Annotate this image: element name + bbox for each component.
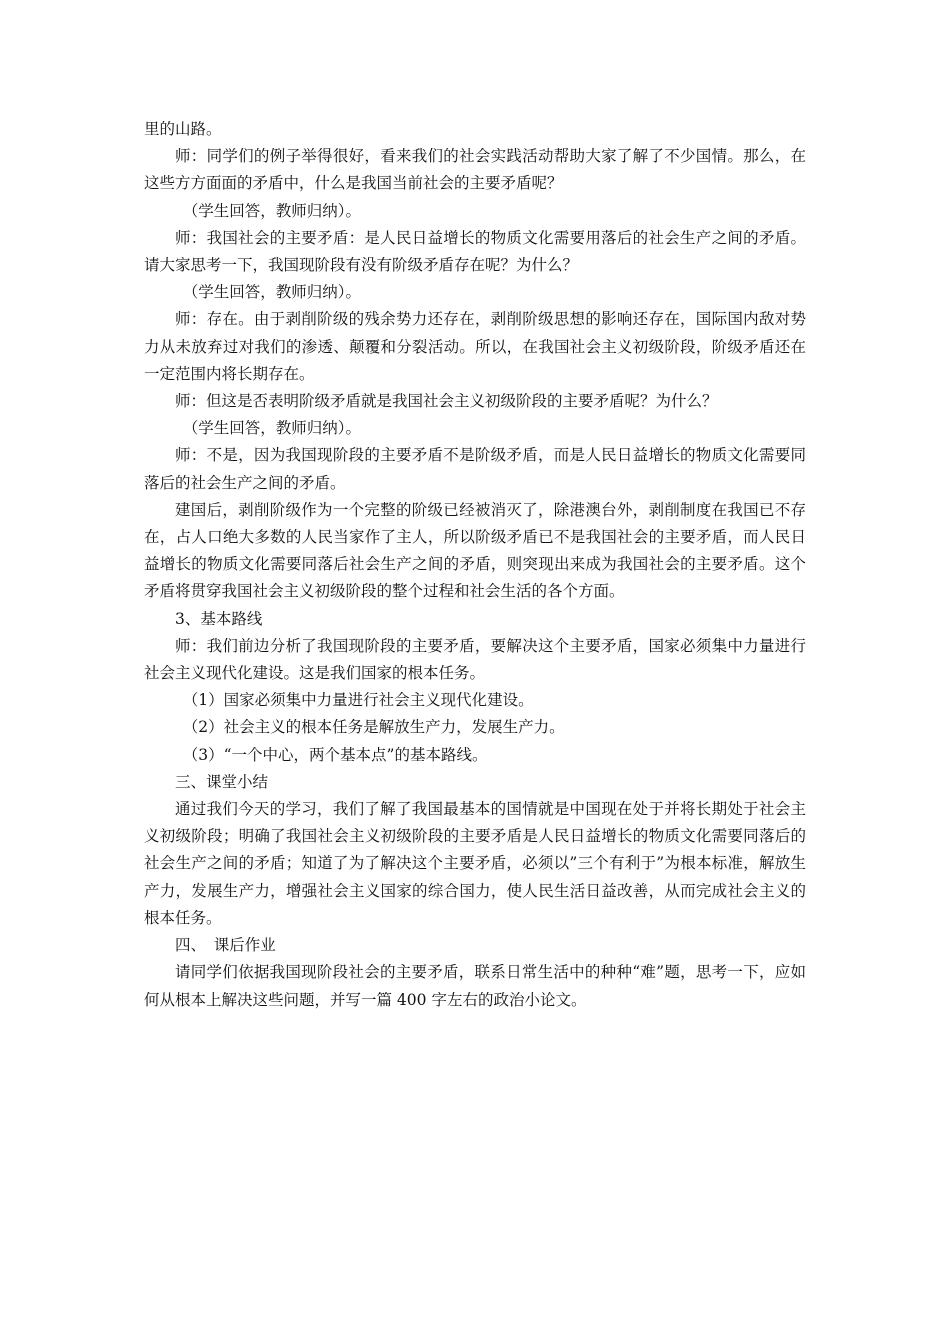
heading-homework: 四、 课后作业 (175, 936, 276, 955)
paragraph-continuation: 里的山路。 (144, 120, 222, 138)
paragraph-student-answer-1: （学生回答，教师归纳）。 (182, 201, 362, 220)
heading-class-summary: 三、课堂小结 (175, 772, 269, 791)
paragraph-summary: 通过我们今天的学习，我们了解了我国最基本的国情就是中国现在处于并将长期处于社会主义初级阶段；明确了我国社会主义初级阶段的主要矛盾是人民日益增长的物质文化需要同落后的社会生产之间的矛盾；知道了为了解决这个主要矛盾，必须以”三个有利于”为根本标准，解放生产力，发展生产力，增强社会主义国家的综合国力，使人民生活日益改善，从而完成社会主义的根本任务。 (144, 800, 806, 927)
paragraph-teacher-not-class-contradiction: 师：不是，因为我国现阶段的主要矛盾不是阶级矛盾，而是人民日益增长的物质文化需要同落后的社会生产之间的矛盾。 (144, 446, 806, 492)
paragraph-teacher-main-contradiction: 师：我国社会的主要矛盾：是人民日益增长的物质文化需要用落后的社会生产之间的矛盾。请大家思考一下，我国现阶段有没有阶级矛盾存在呢？为什么？ (144, 228, 806, 275)
list-item-1: （1）国家必须集中力量进行社会主义现代化建设。 (182, 691, 534, 710)
document-body (144, 116, 806, 1014)
paragraph-homework: 请同学们依据我国现阶段社会的主要矛盾，联系日常生活中的种种“难”题，思考一下，应如何从根本上解决这些问题，并写一篇 400 字左右的政治小论文。 (144, 963, 806, 1009)
paragraph-after-founding: 建国后，剥削阶级作为一个完整的阶级已经被消灭了，除港澳台外，剥削制度在我国已不存在，占人口绝大多数的人民当家作了主人，所以阶级矛盾已不是我国社会的主要矛盾，而人民日益增长的物质文化需要同落后社会生产之间的矛盾，则突现出来成为我国社会的主要矛盾。这个矛盾将贯穿我国社会主义初级阶段的整个过程和社会生活的各个方面。 (144, 500, 806, 601)
paragraph-student-answer-2: （学生回答，教师归纳）。 (182, 283, 362, 302)
paragraph-student-answer-3: （学生回答，教师归纳）。 (182, 419, 362, 438)
paragraph-teacher-question-class-contradiction: 师：但这是否表明阶级矛盾就是我国社会主义初级阶段的主要矛盾呢？为什么？ (175, 392, 718, 411)
paragraph-teacher-fundamental-task: 师：我们前边分析了我国现阶段的主要矛盾，要解决这个主要矛盾，国家必须集中力量进行社会主义现代化建设。这是我们国家的根本任务。 (144, 636, 806, 683)
paragraph-teacher-class-contradiction-exists: 师：存在。由于剥削阶级的残余势力还存在，剥削阶级思想的影响还存在，国际国内敌对势力从未放弃过对我们的渗透、颠覆和分裂活动。所以，在我国社会主义初级阶段，阶级矛盾还在一定范围内将长期存在。 (144, 310, 806, 383)
list-item-3: （3）“一个中心，两个基本点”的基本路线。 (182, 745, 488, 764)
heading-basic-line: 3、基本路线 (175, 609, 263, 628)
list-item-2: （2）社会主义的根本任务是解放生产力，发展生产力。 (182, 718, 565, 737)
paragraph-teacher-question-main-contradiction: 师：同学们的例子举得很好，看来我们的社会实践活动帮助大家了解了不少国情。那么，在这些方方面面的矛盾中，什么是我国当前社会的主要矛盾呢？ (144, 147, 806, 193)
